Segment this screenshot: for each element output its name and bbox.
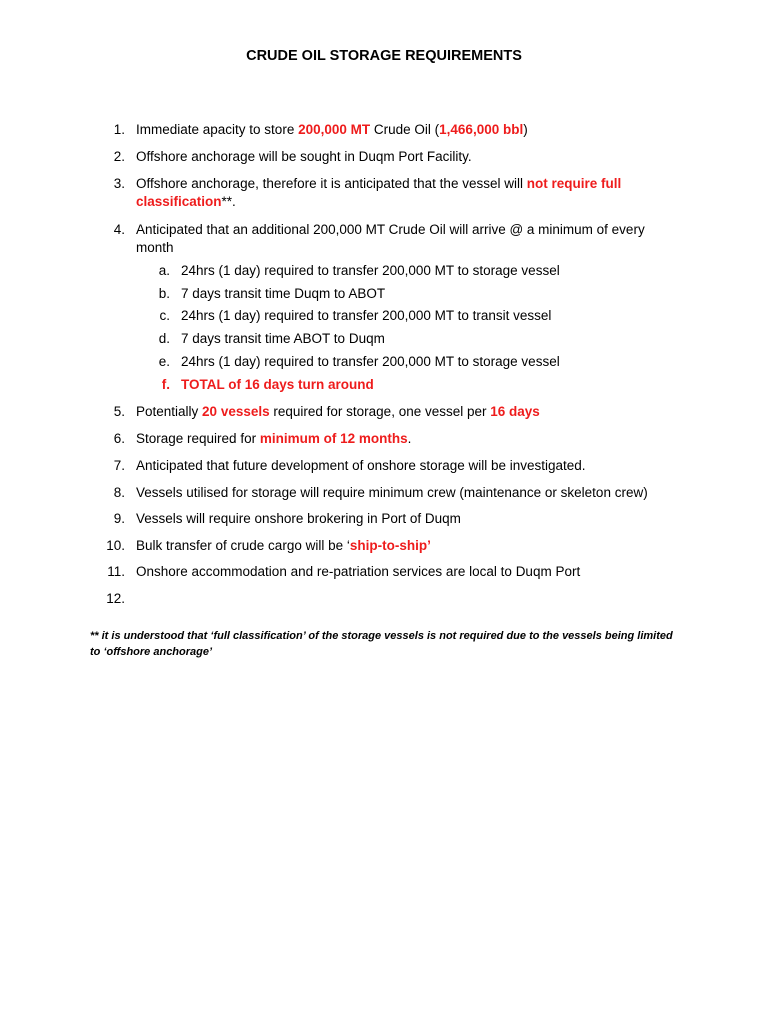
list-item-text	[181, 330, 666, 348]
list-item-number: 5.	[113, 404, 125, 419]
text-segment: )	[523, 122, 528, 137]
list-item-number: 10.	[106, 538, 125, 553]
highlighted-text: TOTAL of 16 days turn around	[181, 377, 374, 392]
list-item-number: 4.	[113, 222, 125, 237]
list-item-number: 8.	[113, 485, 125, 500]
text-segment: Offshore anchorage, therefore it is anticipated that the vessel will	[136, 176, 527, 191]
list-item-text	[136, 121, 666, 139]
text-segment: Onshore accommodation and re-patriation services are local to Duqm Port	[136, 564, 581, 579]
highlighted-text: ship-to-ship’	[349, 538, 431, 553]
list-item-number: f.	[161, 377, 170, 392]
list-item-text	[136, 484, 666, 502]
text-segment: Vessels will require onshore brokering in Port of Duqm	[136, 511, 461, 526]
text-segment: 24hrs (1 day) required to transfer 200,000 MT to storage vessel	[181, 354, 560, 369]
highlighted-text: 200,000 MT	[298, 122, 371, 137]
text-segment: 7 days transit time Duqm to ABOT	[181, 286, 386, 301]
list-item-text	[181, 353, 666, 371]
list-item-text	[136, 510, 666, 528]
list-item-text	[136, 175, 666, 211]
list-item-number: 2.	[113, 149, 125, 164]
text-segment: 7 days transit time ABOT to Duqm	[181, 331, 385, 346]
list-item-number: 11.	[107, 564, 125, 579]
text-segment: Offshore anchorage will be sought in Duqm Port Facility.	[136, 149, 472, 164]
list-item-text	[136, 430, 666, 448]
list-item-number: 6.	[113, 431, 125, 446]
text-segment: Potentially	[136, 404, 203, 419]
list-item-text	[136, 537, 666, 555]
document-title: CRUDE OIL STORAGE REQUIREMENTS	[246, 48, 522, 64]
list-item-text	[181, 262, 666, 280]
text-segment: Immediate apacity to store	[136, 122, 299, 137]
text-segment: 24hrs (1 day) required to transfer 200,000 MT to transit vessel	[181, 308, 552, 323]
text-segment: Bulk transfer of crude cargo will be ‘	[136, 538, 350, 553]
list-item-number: 9.	[113, 511, 125, 526]
list-item-text	[136, 563, 666, 581]
list-item-text	[136, 148, 666, 166]
text-segment: required for storage, one vessel per	[269, 404, 491, 419]
list-item-number: 7.	[113, 458, 125, 473]
list-item-number: 3.	[113, 176, 125, 191]
highlighted-text: 20 vessels	[202, 404, 270, 419]
highlighted-text: not require full classification	[136, 176, 622, 209]
text-segment: Storage required for	[136, 431, 260, 446]
list-item-text	[136, 221, 666, 257]
list-item-number: c.	[159, 308, 170, 323]
highlighted-text: 1,466,000 bbl	[439, 122, 524, 137]
list-item-text	[181, 285, 666, 303]
text-segment: Anticipated that future development of onshore storage will be investigated.	[136, 458, 586, 473]
text-segment: Vessels utilised for storage will require minimum crew (maintenance or skeleton crew)	[136, 485, 648, 500]
list-item-text	[181, 376, 666, 394]
text-segment: .	[407, 431, 412, 446]
text-segment: 24hrs (1 day) required to transfer 200,000 MT to storage vessel	[181, 263, 560, 278]
text-segment: Anticipated that an additional 200,000 MT Crude Oil will arrive @ a minimum of every month	[136, 222, 645, 255]
list-item-text	[136, 457, 666, 475]
footnote: ** it is understood that ‘full classification’ of the storage vessels is not required due to the vessels being limited to ‘offshore anchorage’	[90, 630, 673, 658]
list-item-number: b.	[158, 286, 170, 301]
list-item-text	[181, 307, 666, 325]
text-segment: **.	[221, 194, 236, 209]
list-item-number: a.	[158, 263, 170, 278]
list-item-text	[136, 403, 666, 421]
highlighted-text: 16 days	[490, 404, 540, 419]
text-segment: Crude Oil (	[370, 122, 440, 137]
highlighted-text: minimum of 12 months	[259, 431, 408, 446]
list-item-number: e.	[158, 354, 170, 369]
list-item-number: d.	[158, 331, 170, 346]
list-item-number: 1.	[113, 122, 125, 137]
list-item-number: 12.	[106, 591, 125, 606]
